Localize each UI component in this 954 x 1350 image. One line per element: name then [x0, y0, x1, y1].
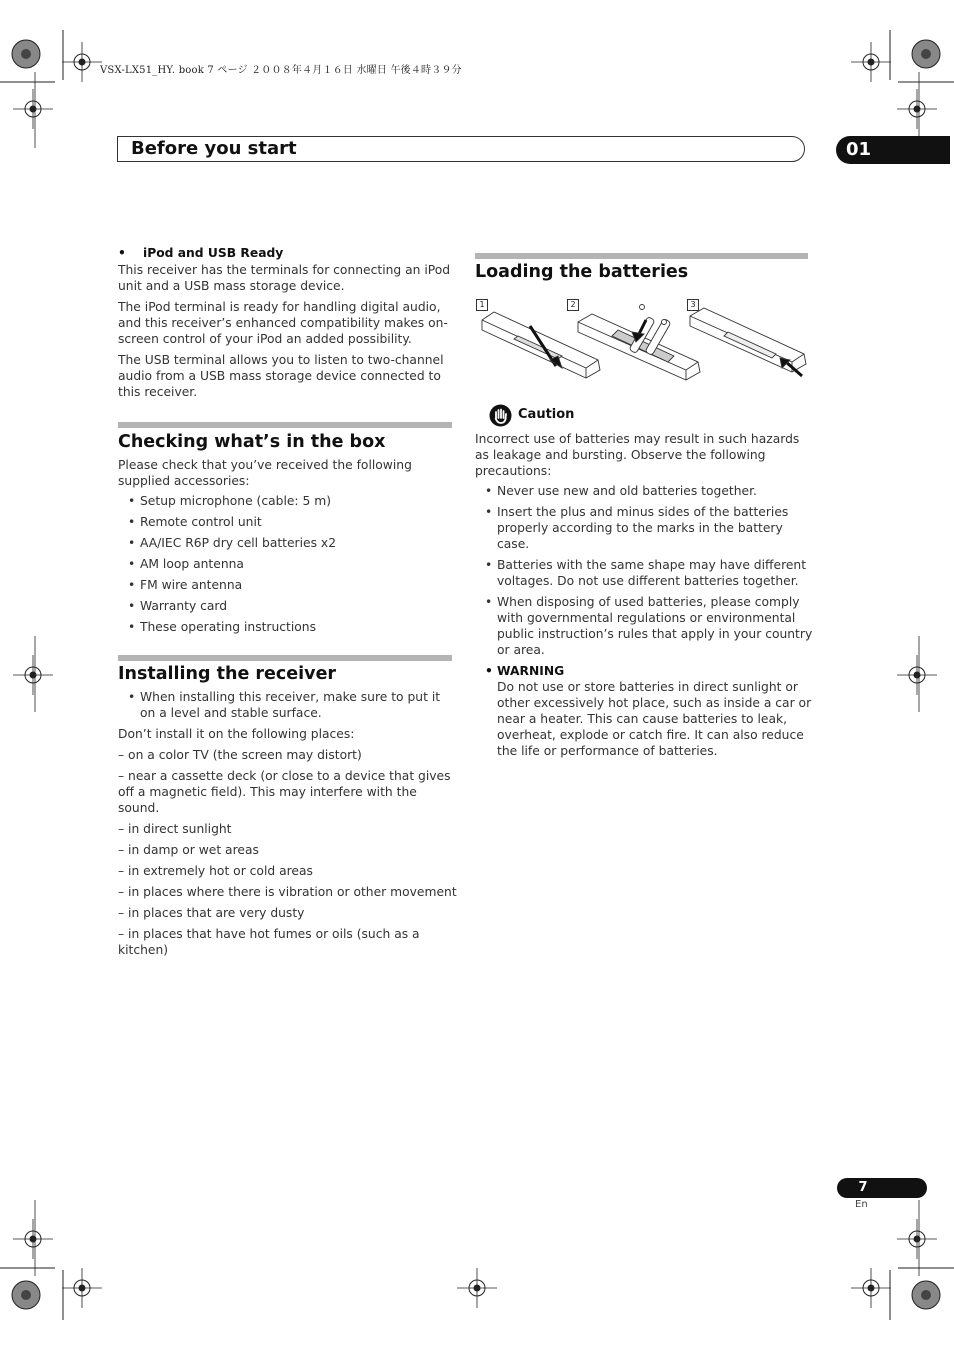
list-item: • Never use new and old batteries together.: [475, 483, 813, 499]
list-item: • When disposing of used batteries, please comply with governmental regulations or environmental public instruction’s rules that apply in your country or area.: [475, 594, 813, 658]
box-contents-title: Checking what’s in the box: [118, 432, 386, 452]
list-item: • FM wire antenna: [118, 577, 454, 593]
install-place: – in places that are very dusty: [118, 906, 305, 920]
list-item: • Warranty card: [118, 598, 454, 614]
chapter-number: 01: [846, 139, 872, 160]
caution-hand-icon: [489, 404, 512, 427]
step-number-2: 2: [567, 299, 579, 311]
section-header-title: Before you start: [131, 138, 297, 159]
install-place: – in places that have hot fumes or oils (such as a kitchen): [118, 927, 420, 957]
install-place: – on a color TV (the screen may distort): [118, 748, 362, 762]
installing-title: Installing the receiver: [118, 664, 337, 684]
loading-batteries-title: Loading the batteries: [475, 262, 689, 282]
ipod-paragraph: The USB terminal allows you to listen to two-channel audio from a USB mass storage device connected to this receiver.: [118, 353, 444, 399]
list-item: • Remote control unit: [118, 514, 454, 530]
list-item: • AA/IEC R6P dry cell batteries x2: [118, 535, 454, 551]
warning-text: Do not use or store batteries in direct sunlight or other excessively hot place, such as inside a car or near a heater. This can cause batteries to leak, overheat, explode or catch fire. It can also reduce the life or performance of batteries.: [497, 680, 812, 758]
install-place: – near a cassette deck (or close to a device that gives off a magnetic field). This may interfere with the sound.: [118, 769, 451, 815]
ipod-heading: iPod and USB Ready: [143, 246, 284, 260]
step-number-3: 3: [687, 299, 699, 311]
page-number: 7: [858, 1180, 868, 1195]
box-contents-section: [118, 457, 454, 640]
install-place: – in damp or wet areas: [118, 843, 259, 857]
caution-intro: Incorrect use of batteries may result in such hazards as leakage and bursting. Observe the following precautions:: [475, 432, 800, 478]
battery-loading-illustration: [478, 296, 808, 388]
remote-step-3: [690, 308, 806, 376]
install-intro: Don’t install it on the following places:: [118, 727, 355, 741]
ipod-paragraph: The iPod terminal is ready for handling digital audio, and this receiver’s enhanced compatibility makes on-screen control of your iPod an added possibility.: [118, 300, 448, 346]
install-place: – in places where there is vibration or other movement: [118, 885, 457, 899]
caution-label: Caution: [518, 407, 575, 422]
section-rule: [118, 422, 452, 428]
box-intro: Please check that you’ve received the following supplied accessories:: [118, 458, 412, 488]
list-item: • Insert the plus and minus sides of the batteries properly according to the marks in the battery case.: [475, 504, 813, 552]
list-item: • Setup microphone (cable: 5 m): [118, 493, 454, 509]
section-rule: [118, 655, 452, 661]
list-item: • AM loop antenna: [118, 556, 454, 572]
list-item: • When installing this receiver, make sure to put it on a level and stable surface.: [118, 689, 458, 721]
list-item: • Batteries with the same shape may have different voltages. Do not use different batteries together.: [475, 557, 813, 589]
section-rule: [475, 253, 808, 259]
page-language: En: [855, 1199, 868, 1210]
list-item: • These operating instructions: [118, 619, 454, 635]
caution-section: [475, 431, 813, 764]
step-number-1: 1: [476, 299, 488, 311]
ipod-paragraph: This receiver has the terminals for connecting an iPod unit and a USB mass storage device.: [118, 263, 451, 293]
install-place: – in extremely hot or cold areas: [118, 864, 313, 878]
ipod-heading-bullet: •: [118, 246, 126, 260]
warning-label: • WARNING: [475, 663, 813, 679]
install-place: – in direct sunlight: [118, 822, 232, 836]
book-file-info: VSX-LX51_HY. book 7 ページ ２００８年４月１６日 水曜日 午後４時３９分: [100, 65, 462, 76]
installing-section: [118, 689, 458, 963]
ipod-usb-section: [118, 245, 454, 405]
